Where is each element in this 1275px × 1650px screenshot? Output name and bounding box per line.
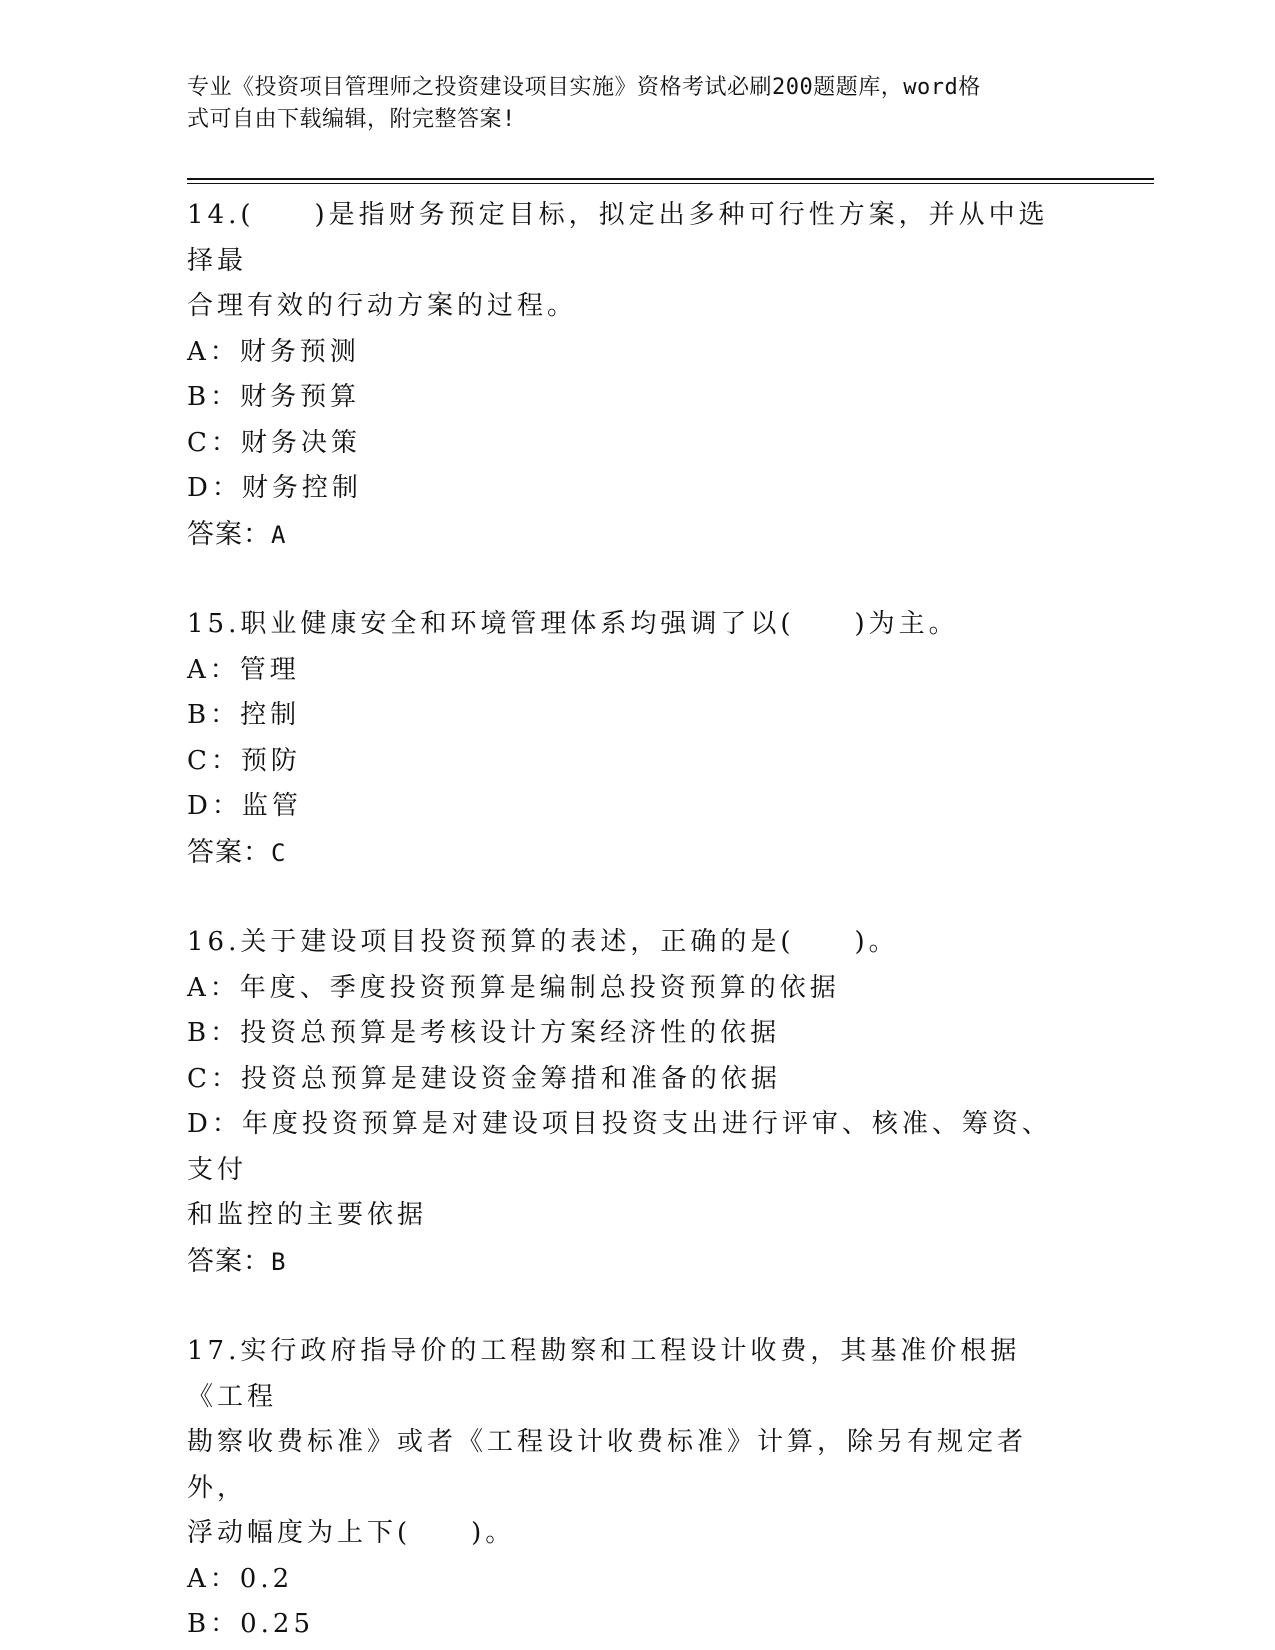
option-b: B：财务预算 — [187, 382, 361, 412]
question-stem-line: 14.( )是指财务预定目标，拟定出多种可行性方案，并从中选择最 — [187, 200, 1049, 276]
option-d: D：监管 — [187, 791, 302, 821]
question-17 — [187, 1329, 1067, 1648]
question-stem-line: 15.职业健康安全和环境管理体系均强调了以( )为主。 — [187, 609, 959, 639]
question-stem-line: 16.关于建设项目投资预算的表述，正确的是( )。 — [187, 927, 899, 957]
option-b: B：投资总预算是考核设计方案经济性的依据 — [187, 1018, 781, 1048]
question-16 — [187, 920, 1067, 1285]
question-stem-line: 勘察收费标准》或者《工程设计收费标准》计算，除另有规定者外， — [187, 1427, 1028, 1503]
option-a: A：财务预测 — [187, 336, 360, 367]
answer-line — [187, 830, 1067, 877]
header-divider-thick — [187, 178, 1154, 180]
answer-label: 答案： — [187, 836, 271, 868]
option-c: C：投资总预算是建设资金筹措和准备的依据 — [187, 1063, 781, 1094]
header-line-1: 专业《投资项目管理师之投资建设项目实施》资格考试必刷200题题库，word格 — [187, 75, 981, 100]
answer-value: C — [271, 838, 287, 867]
header-line-2: 式可自由下载编辑，附完整答案! — [187, 107, 516, 132]
question-list — [187, 193, 1067, 1648]
document-header — [187, 72, 1067, 136]
option-b: B：控制 — [187, 700, 301, 730]
question-stem-line: 浮动幅度为上下( )。 — [187, 1518, 516, 1548]
option-c: C：财务决策 — [187, 427, 361, 458]
answer-label: 答案： — [187, 518, 271, 550]
question-15 — [187, 602, 1067, 876]
option-d: D：财务控制 — [187, 473, 362, 503]
option-c: C：预防 — [187, 745, 301, 776]
question-14 — [187, 193, 1067, 558]
option-a: A：年度、季度投资预算是编制总投资预算的依据 — [187, 972, 840, 1003]
option-d-continued: 和监控的主要依据 — [187, 1200, 428, 1230]
option-a: A：管理 — [187, 654, 300, 685]
answer-label: 答案： — [187, 1245, 271, 1277]
header-divider-thin — [187, 183, 1154, 184]
option-d: D：年度投资预算是对建设项目投资支出进行评审、核准、筹资、支付 — [187, 1109, 1052, 1185]
question-stem-line: 合理有效的行动方案的过程。 — [187, 291, 578, 321]
question-stem-line: 17.实行政府指导价的工程勘察和工程设计收费，其基准价根据《工程 — [187, 1336, 1021, 1412]
answer-value: A — [271, 520, 287, 549]
option-b: B：0.25 — [187, 1609, 314, 1639]
answer-line — [187, 512, 1067, 559]
answer-value: B — [271, 1247, 287, 1276]
answer-line — [187, 1239, 1067, 1286]
option-a: A：0.2 — [187, 1563, 294, 1594]
